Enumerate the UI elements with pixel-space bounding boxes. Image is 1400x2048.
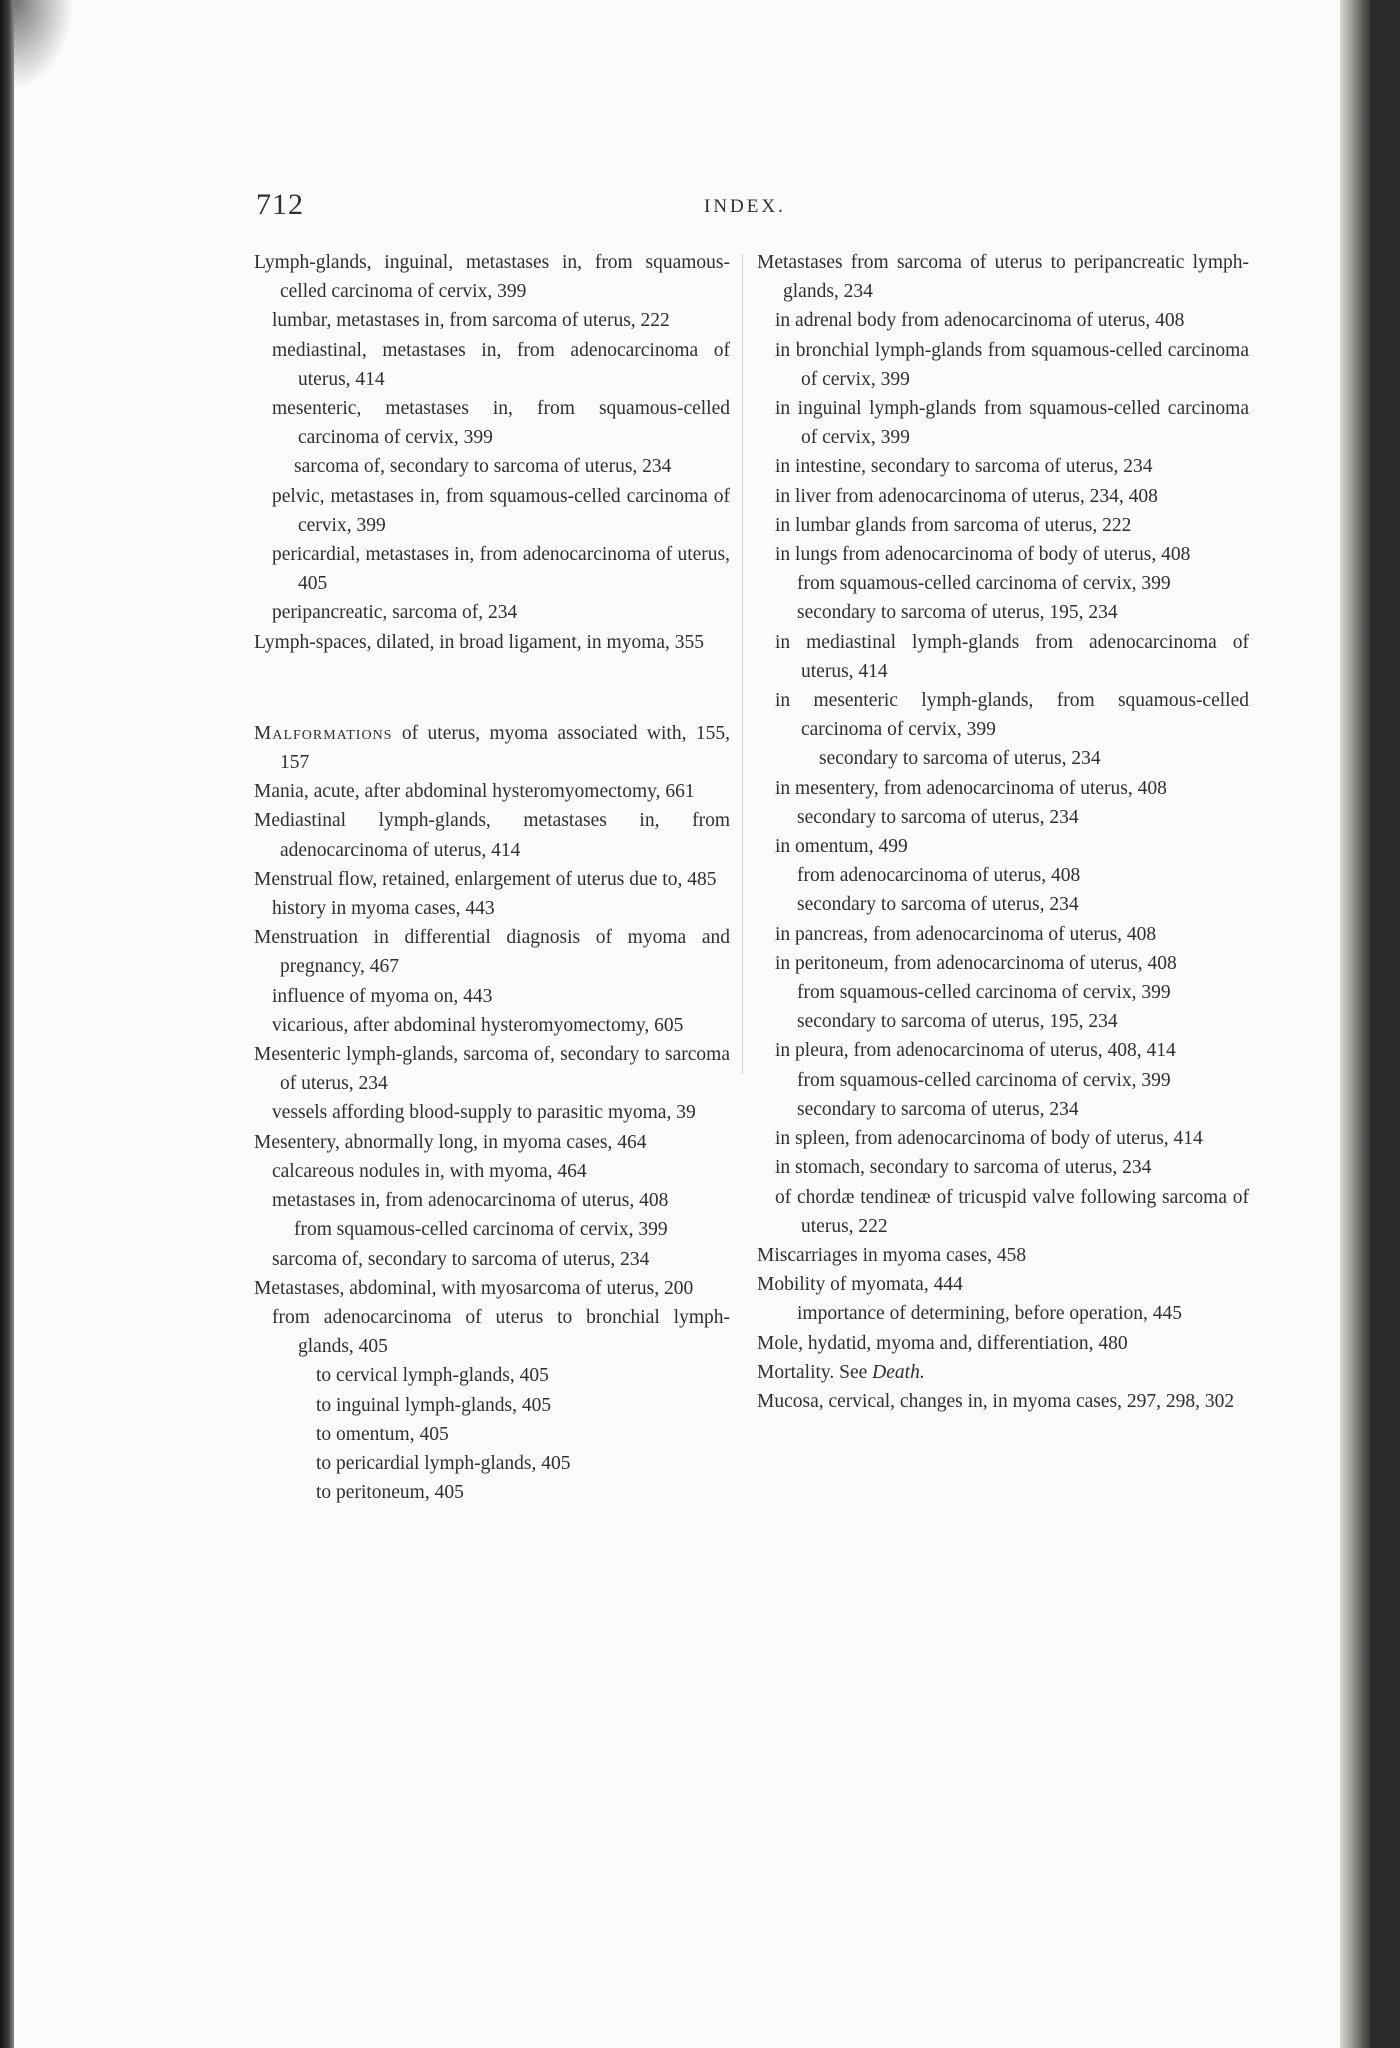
index-entry (254, 719, 730, 777)
index-entry (272, 336, 730, 394)
index-entry (775, 1124, 1249, 1153)
index-entry-text: in intestine, secondary to sarcoma of uterus, 234 (775, 456, 1153, 478)
index-entry-text: in omentum, 499 (775, 836, 908, 858)
cross-reference: Death. (872, 1361, 925, 1383)
index-entry-text: Metastases from sarcoma of uterus to peripancreatic lymph-glands, 234 (757, 252, 1249, 303)
index-entry (272, 1186, 730, 1215)
index-entry (254, 806, 730, 864)
index-entry (797, 978, 1249, 1007)
index-entry (294, 452, 730, 481)
index-entry (775, 949, 1249, 978)
index-entry-text: of chordæ tendineæ of tricuspid valve following sarcoma of uterus, 222 (775, 1186, 1249, 1237)
index-entry-text: Lymph-spaces, dilated, in broad ligament, in myoma, 355 (254, 631, 705, 653)
index-entry (775, 540, 1249, 569)
index-entry (272, 482, 730, 540)
index-entry (775, 920, 1249, 949)
index-entry-text: in mediastinal lymph-glands from adenocarcinoma of uterus, 414 (775, 631, 1249, 682)
index-entry (254, 923, 730, 981)
index-entry (775, 511, 1249, 540)
index-entry (797, 1066, 1249, 1095)
index-entry (316, 1449, 730, 1478)
index-entry-text: from squamous-celled carcinoma of cervix, 399 (797, 1069, 1171, 1091)
index-entry (797, 1299, 1249, 1328)
index-entry (757, 1329, 1249, 1358)
index-entry-text: Mortality. See (757, 1361, 873, 1383)
index-entry (775, 1036, 1249, 1065)
index-entry (272, 1098, 730, 1127)
index-entry (272, 894, 730, 923)
index-entry-text: from squamous-celled carcinoma of cervix, 399 (797, 982, 1171, 1004)
index-entry-text: in mesenteric lymph-glands, from squamous-celled carcinoma of cervix, 399 (775, 690, 1249, 741)
index-entry (254, 777, 730, 806)
index-entry-text: Metastases, abdominal, with myosarcoma of uterus, 200 (254, 1277, 694, 1299)
index-entry-text: lumbar, metastases in, from sarcoma of uterus, 222 (272, 310, 670, 332)
index-entry (797, 861, 1249, 890)
index-entry-text: Miscarriages in myoma cases, 458 (757, 1244, 1027, 1266)
index-entry-text: Menstruation in differential diagnosis of myoma and pregnancy, 467 (254, 927, 730, 978)
index-entry-text: sarcoma of, secondary to sarcoma of uterus, 234 (294, 456, 672, 478)
index-entry-text: in liver from adenocarcinoma of uterus, 234, 408 (775, 485, 1158, 507)
index-entry-text: in spleen, from adenocarcinoma of body of uterus, 414 (775, 1128, 1203, 1150)
index-entry-text: vessels affording blood-supply to parasitic myoma, 39 (272, 1102, 696, 1124)
index-entry-text: Mesenteric lymph-glands, sarcoma of, secondary to sarcoma of uterus, 234 (254, 1044, 730, 1095)
index-entry (797, 890, 1249, 919)
index-entry-text: secondary to sarcoma of uterus, 234 (819, 748, 1101, 770)
index-entry-text: pericardial, metastases in, from adenocarcinoma of uterus, 405 (272, 544, 730, 595)
index-entry-text: Mediastinal lymph-glands, metastases in, from adenocarcinoma of uterus, 414 (254, 810, 730, 861)
index-entry-text: from adenocarcinoma of uterus, 408 (797, 865, 1081, 887)
index-entry (254, 248, 730, 306)
index-entry-text: in stomach, secondary to sarcoma of uterus, 234 (775, 1157, 1152, 1179)
page-binding-edge (0, 0, 14, 2048)
index-entry-text: in adrenal body from adenocarcinoma of uterus, 408 (775, 310, 1185, 332)
index-entry (775, 774, 1249, 803)
index-entry (272, 306, 730, 335)
index-entry (757, 248, 1249, 306)
index-entry-text: secondary to sarcoma of uterus, 195, 234 (797, 1011, 1118, 1033)
index-entry-text: sarcoma of, secondary to sarcoma of uterus, 234 (272, 1248, 650, 1270)
index-entry (294, 1215, 730, 1244)
index-entry (775, 832, 1249, 861)
index-entry-text: vicarious, after abdominal hysteromyomectomy, 605 (272, 1014, 684, 1036)
index-entry-text: in pancreas, from adenocarcinoma of uterus, 408 (775, 923, 1157, 945)
index-entry-text: secondary to sarcoma of uterus, 234 (797, 894, 1079, 916)
index-entry-text: from adenocarcinoma of uterus to bronchial lymph-glands, 405 (272, 1306, 730, 1358)
index-entry (775, 1153, 1249, 1182)
index-entry-text: secondary to sarcoma of uterus, 234 (797, 806, 1079, 828)
index-entry-text: in bronchial lymph-glands from squamous-celled carcinoma of cervix, 399 (775, 339, 1249, 390)
index-entry-text: Mobility of myomata, 444 (757, 1274, 963, 1296)
index-entry-text: calcareous nodules in, with myoma, 464 (272, 1160, 587, 1182)
index-entry (316, 1391, 730, 1420)
index-entry-text: Mania, acute, after abdominal hysteromyomectomy, 661 (254, 781, 695, 803)
index-entry (316, 1420, 730, 1449)
section-lead-word: Malformations (254, 722, 393, 744)
section-gap (254, 657, 730, 719)
index-entry-text: mesenteric, metastases in, from squamous-celled carcinoma of cervix, 399 (272, 398, 730, 449)
index-entry (757, 1241, 1249, 1270)
index-entry (757, 1387, 1249, 1416)
index-entry-text: in pleura, from adenocarcinoma of uterus, 408, 414 (775, 1040, 1176, 1062)
index-entry (819, 744, 1249, 773)
index-entry (775, 306, 1249, 335)
index-entry (272, 1157, 730, 1186)
index-entry-text: secondary to sarcoma of uterus, 195, 234 (797, 602, 1118, 624)
index-entry (775, 1183, 1249, 1241)
running-head: INDEX. (704, 196, 786, 217)
index-entry (797, 569, 1249, 598)
index-entry-text: Lymph-glands, inguinal, metastases in, from squamous-celled carcinoma of cervix, 399 (254, 252, 730, 303)
index-entry-text: in mesentery, from adenocarcinoma of uterus, 408 (775, 777, 1167, 799)
index-entry (254, 1274, 730, 1303)
index-entry (254, 1128, 730, 1157)
index-entry-text: pelvic, metastases in, from squamous-celled carcinoma of cervix, 399 (272, 485, 730, 536)
index-entry (316, 1361, 730, 1390)
corner-shadow (14, 0, 74, 90)
index-entry-text: influence of myoma on, 443 (272, 985, 493, 1007)
index-entry-text: Menstrual flow, retained, enlargement of uterus due to, 485 (254, 868, 717, 890)
index-entry (775, 482, 1249, 511)
index-entry (757, 1270, 1249, 1299)
index-entry (797, 1095, 1249, 1124)
index-entry-text: from squamous-celled carcinoma of cervix, 399 (294, 1219, 668, 1241)
index-entry-text: Mole, hydatid, myoma and, differentiation, 480 (757, 1332, 1128, 1354)
page-stack-edge (1340, 0, 1370, 2048)
index-entry (254, 1040, 730, 1098)
index-entry (797, 803, 1249, 832)
index-entry (272, 1245, 730, 1274)
index-entry-text: mediastinal, metastases in, from adenocarcinoma of uterus, 414 (272, 339, 730, 390)
index-entry (272, 1303, 730, 1361)
index-entry (272, 598, 730, 627)
index-entry (775, 394, 1249, 452)
index-entry (272, 1011, 730, 1040)
index-entry (797, 598, 1249, 627)
index-entry-text: in lungs from adenocarcinoma of body of uterus, 408 (775, 544, 1191, 566)
index-entry-text: to omentum, 405 (316, 1423, 449, 1445)
column-rule (742, 254, 743, 1074)
index-entry-text: of uterus, myoma associated with, 155, 157 (280, 722, 730, 774)
index-entry (775, 452, 1249, 481)
index-column-left (254, 248, 730, 1507)
index-entry-text: importance of determining, before operation, 445 (797, 1303, 1182, 1325)
index-entry-text: secondary to sarcoma of uterus, 234 (797, 1098, 1079, 1120)
index-entry (775, 336, 1249, 394)
index-entry (254, 865, 730, 894)
book-page (14, 0, 1370, 2048)
index-entry (316, 1478, 730, 1507)
index-entry-text: peripancreatic, sarcoma of, 234 (272, 602, 518, 624)
index-entry-text: to pericardial lymph-glands, 405 (316, 1452, 571, 1474)
index-entry-text: metastases in, from adenocarcinoma of uterus, 408 (272, 1190, 669, 1212)
index-column-right (757, 248, 1249, 1416)
index-entry-text: to peritoneum, 405 (316, 1482, 464, 1504)
index-entry-text: in peritoneum, from adenocarcinoma of uterus, 408 (775, 952, 1177, 974)
index-entry-text: from squamous-celled carcinoma of cervix, 399 (797, 573, 1171, 595)
page-number: 712 (256, 188, 304, 221)
index-entry-text: in lumbar glands from sarcoma of uterus, 222 (775, 514, 1132, 536)
index-entry (272, 540, 730, 598)
index-entry-text: to inguinal lymph-glands, 405 (316, 1394, 552, 1416)
index-entry (272, 982, 730, 1011)
index-entry (272, 394, 730, 452)
index-entry (775, 686, 1249, 744)
index-entry (775, 628, 1249, 686)
index-entry-text: Mucosa, cervical, changes in, in myoma cases, 297, 298, 302 (757, 1390, 1235, 1412)
index-entry-text: to cervical lymph-glands, 405 (316, 1365, 549, 1387)
index-entry-text: in inguinal lymph-glands from squamous-celled carcinoma of cervix, 399 (775, 398, 1249, 449)
index-entry-text: history in myoma cases, 443 (272, 898, 495, 920)
index-entry-text: Mesentery, abnormally long, in myoma cases, 464 (254, 1131, 647, 1153)
index-entry (797, 1007, 1249, 1036)
index-entry (757, 1358, 1249, 1387)
index-entry (254, 628, 730, 657)
